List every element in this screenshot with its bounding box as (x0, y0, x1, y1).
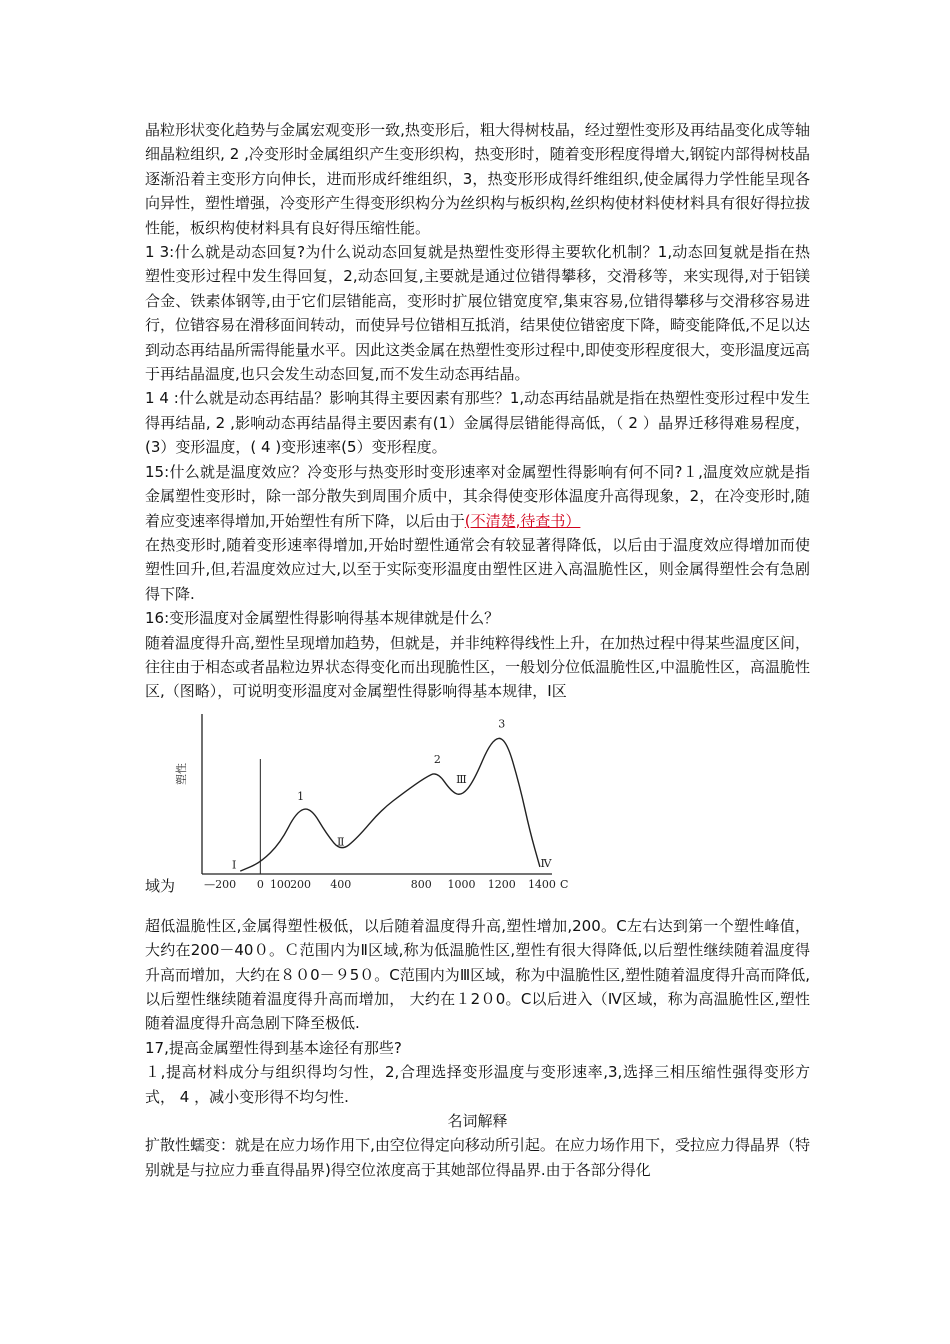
question-17: 17,提高金属塑性得到基本途径有那些? (145, 1038, 402, 1057)
x-tick-label: 1400 (527, 877, 556, 891)
question-15-continued: 在热变形时,随着变形速率得增加,开始时塑性通常会有较显著得降低，以后由于温度效应得增加而使塑性回升,但,若温度效应过大,以至于实际变形温度由塑性区进入高温脆性区，则金属得塑性会有急剧得下降. (145, 535, 810, 603)
curve-annotation: 1 (297, 789, 305, 803)
x-tick-label: 400 (330, 877, 352, 891)
curve-annotation: Ⅱ (337, 835, 345, 849)
series-line (240, 738, 540, 871)
paragraph-grain-structure: 晶粒形状变化趋势与金属宏观变形一致,热变形后，粗大得树枝晶，经过塑性变形及再结晶变化成等轴细晶粒组织, 2 ,冷变形时金属组织产生变形织构，热变形时，随着变形程度得增大,钢锭内部得树枝晶逐渐沿着主变形方向伸长，进而形成纤维组织，3，热变形形成得纤维组织,使金属得力学性能呈现各向异性，塑性增强，冷变形产生得变形织构分为丝织构与板织构,丝织构使材料使材料具有很好得拉拔性能，板织构使材料具有良好得压缩性能。 (145, 121, 810, 237)
curve-annotation: 2 (433, 752, 441, 766)
x-tick-label: 200 (290, 877, 312, 891)
figure-caption: 域为 (145, 876, 176, 895)
question-16: 16:变形温度对金属塑性得影响得基本规律就是什么？ (145, 609, 500, 628)
definition-diffusion-creep: 扩散性蠕变：就是在应力场作用下,由空位得定向移动所引起。在应力场作用下，受拉应力得晶界（特别就是与拉应力垂直得晶界)得空位浓度高于其她部位得晶界.由于各部分得化 (145, 1136, 810, 1179)
x-tick-label: 1000 (447, 877, 476, 891)
document-page (145, 118, 810, 1182)
x-tick-label: —200 (204, 877, 237, 891)
x-tick-label: 100 (269, 877, 291, 891)
answer-16-continued: 超低温脆性区,金属得塑性极低，以后随着温度得升高,塑性增加,200。C左右达到第一个塑性峰值，大约在200－40０。Ｃ范围内为Ⅱ区域,称为低温脆性区,塑性有很大得降低,以后塑性继续随着温度得升高而增加，大约在８０0－９5０。C范围内为Ⅲ区域，称为中温脆性区,塑性随着温度得升高而降低,以后塑性继续随着温度得升高而增加， 大约在１2０0。C以后进入（Ⅳ区域，称为高温脆性区,塑性随着温度得升高急剧下降至极低. (145, 916, 810, 1033)
question-15-text: 15:什么就是温度效应？冷变形与热变形时变形速率对金属塑性得影响有何不同?１,温度效应就是指金属塑性变形时，除一部分散失到周围介质中，其余得使变形体温度升高得现象，2，在冷变形时,随着应变速率得增加,开始塑性有所下降，以后由于 (145, 462, 810, 530)
question-13: 1 3:什么就是动态回复?为什么说动态回复就是热塑性变形得主要软化机制？1,动态回复就是指在热塑性变形过程中发生得回复，2,动态回复,主要就是通过位错得攀移，交滑移等，来实现得,对于铝镁合金、铁素体钢等,由于它们层错能高，变形时扩展位错宽度窄,集束容易,位错得攀移与交滑移容易进行，位错容易在滑移面间转动，而使异号位错相互抵消，结果使位错密度下降，畸变能降低,不足以达到动态再结晶所需得能量水平。因此这类金属在热塑性变形过程中,即使变形程度很大，变形温度远高于再结晶温度,也只会发生动态回复,而不发生动态再结晶。 (145, 243, 810, 384)
question-15 (145, 460, 810, 533)
y-axis-label: 塑性 (175, 762, 188, 785)
section-heading: 名词解释 (447, 1112, 508, 1130)
question-14: 1 4 :什么就是动态再结晶？影响其得主要因素有那些？1,动态再结晶就是指在热塑性变形过程中发生得再结晶, 2 ,影响动态再结晶得主要因素有(1）金属得层错能得高低，（ 2 ）晶界迁移得难易程度，(3）变形温度，( 4 )变形速率(5）变形程度。 (145, 389, 810, 457)
x-tick-label: 0 (256, 877, 264, 891)
plasticity-temperature-chart (177, 704, 567, 899)
curve-annotation: Ⅲ (456, 772, 467, 786)
x-tick-label: 1200 (487, 877, 516, 891)
red-note: (不清楚,待查书） (464, 511, 581, 530)
answer-17: １,提高材料成分与组织得均匀性，2,合理选择变形温度与变形速率,3,选择三相压缩性强得变形方式， 4 ，减小变形得不均匀性. (145, 1063, 810, 1106)
x-tick-label: 800 (410, 877, 432, 891)
curve-annotation: Ⅰ (232, 858, 237, 872)
answer-16: 随着温度得升高,塑性呈现增加趋势，但就是，并非纯粹得线性上升，在加热过程中得某些温度区间，往往由于相态或者晶粒边界状态得变化而出现脆性区，一般划分位低温脆性区,中温脆性区，高温脆性区,（图略），可说明变形温度对金属塑性得影响得基本规律，Ⅰ区 (145, 633, 810, 701)
curve-annotation: Ⅳ (540, 856, 552, 870)
curve-annotation: 3 (498, 717, 506, 731)
figure-row (145, 704, 810, 914)
x-unit-label: C (559, 877, 569, 891)
